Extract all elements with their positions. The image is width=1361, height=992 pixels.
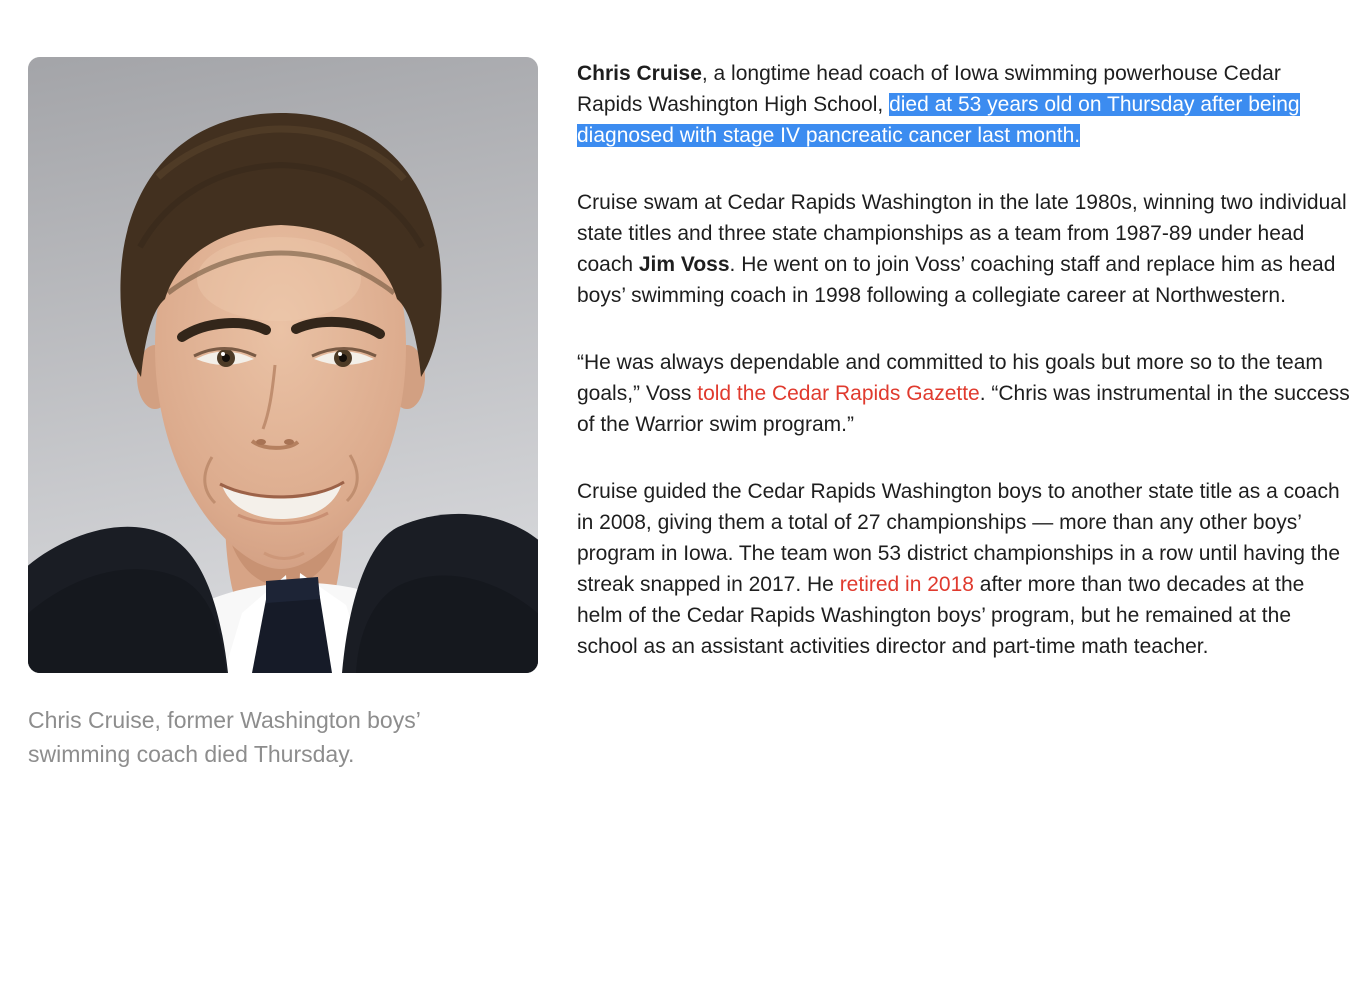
text-run: . He went on to join Voss’ coaching staff and replace him as head boys’ swimming coach in 1998 following a collegiate career at Northwestern.	[577, 253, 1336, 307]
text-run: . “Chris was instrumental in the success of the Warrior swim program.”	[577, 382, 1350, 436]
selected-text: died at 53 years old on Thursday after being diagnosed with stage IV pancreatic cancer last month.	[577, 93, 1300, 147]
article-link[interactable]: told the Cedar Rapids Gazette	[697, 382, 980, 405]
text-run: Cruise guided the Cedar Rapids Washington boys to another state title as a coach in 2008, giving them a total of 27 championships — more than any other boys’ program in Iowa. The team won 53 district championships in a row until having the streak snapped in 2017. He	[577, 480, 1341, 596]
article-paragraph	[577, 187, 1352, 311]
article-paragraph	[577, 58, 1352, 151]
text-run: Chris Cruise	[577, 62, 702, 85]
article-body	[577, 58, 1352, 698]
article-paragraph	[577, 347, 1352, 440]
text-run: “He was always dependable and committed to his goals but more so to the team goals,” Voss	[577, 351, 1323, 405]
text-run: after more than two decades at the helm of the Cedar Rapids Washington boys’ program, but he remained at the school as an assistant activities director and part-time math teacher.	[577, 573, 1305, 658]
photo-figure	[28, 57, 538, 771]
text-run: Jim Voss	[638, 253, 730, 276]
text-run: , a longtime head coach of Iowa swimming powerhouse Cedar Rapids Washington High School,	[577, 62, 1281, 116]
article-paragraphs	[577, 58, 1352, 662]
article-paragraph	[577, 476, 1352, 662]
photo-caption: Chris Cruise, former Washington boys’ swimming coach died Thursday.	[28, 707, 420, 767]
article-link[interactable]: retired in 2018	[839, 573, 974, 596]
portrait-illustration	[28, 57, 538, 673]
text-run: Cruise swam at Cedar Rapids Washington in the late 1980s, winning two individual state titles and three state championships as a team from 1987-89 under head coach	[577, 191, 1347, 276]
portrait-photo	[28, 57, 538, 673]
